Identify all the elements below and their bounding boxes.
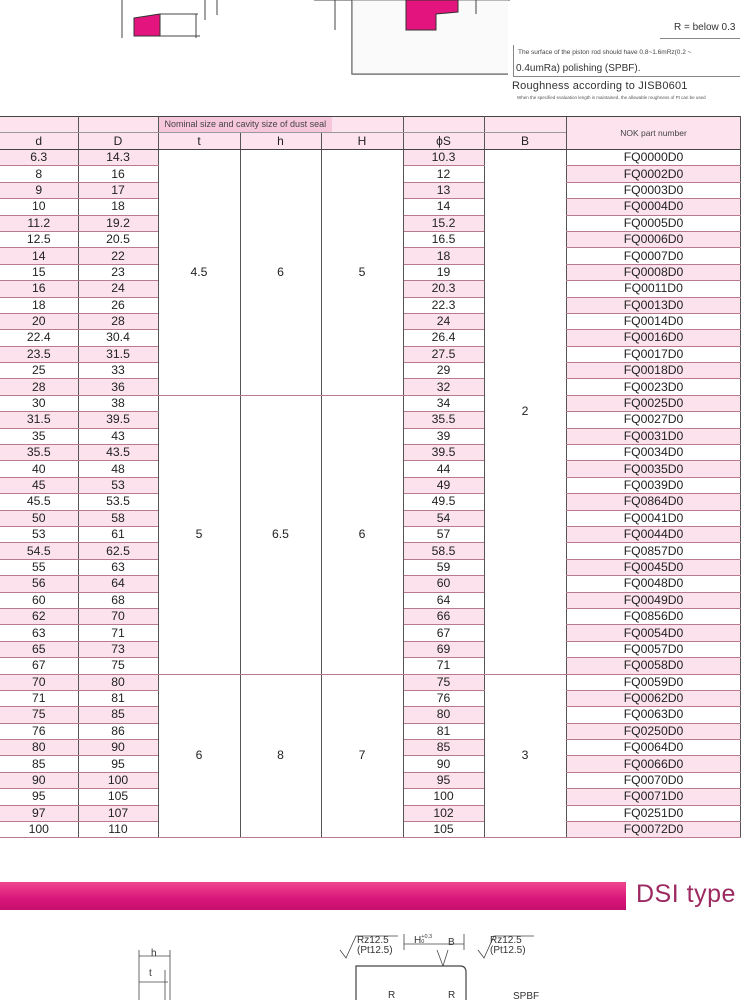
cell-d: 20 (0, 313, 78, 329)
roughness-title: Roughness according to JISB0601 (512, 80, 688, 92)
part-row (567, 789, 741, 805)
cell-d: 18 (0, 297, 78, 313)
cell-D: 85 (78, 707, 158, 723)
cell-part-number: FQ0014D0 (567, 313, 741, 329)
cell-part-number: FQ0054D0 (567, 625, 741, 641)
cell-d: 60 (0, 592, 78, 608)
column-header-row (0, 133, 566, 150)
h-tolerance (414, 935, 432, 946)
cell-d: 75 (0, 707, 78, 723)
cell-part-number: FQ0044D0 (567, 526, 741, 542)
cell-d: 76 (0, 723, 78, 739)
cell-part-number: FQ0004D0 (567, 199, 741, 215)
dim-label-h: h (151, 948, 157, 959)
cell-part-number: FQ0034D0 (567, 445, 741, 461)
table-row (0, 150, 566, 166)
cell-D: 90 (78, 740, 158, 756)
cell-d: 85 (0, 756, 78, 772)
part-row (567, 445, 741, 461)
cell-d: 80 (0, 740, 78, 756)
part-row (567, 559, 741, 575)
cell-h-group: 6 (240, 150, 321, 396)
part-row (567, 264, 741, 280)
part-row (567, 526, 741, 542)
cell-D: 18 (78, 199, 158, 215)
col-header-H: H (321, 133, 403, 150)
cell-S: 39 (403, 428, 484, 444)
part-row (567, 772, 741, 788)
seal-cross-section-drawing (0, 0, 510, 116)
note-leader-line (660, 38, 740, 39)
cell-S: 27.5 (403, 346, 484, 362)
cell-d: 50 (0, 510, 78, 526)
cell-part-number: FQ0251D0 (567, 805, 741, 821)
part-row (567, 477, 741, 493)
cell-d: 35.5 (0, 445, 78, 461)
part-row (567, 412, 741, 428)
cell-D: 58 (78, 510, 158, 526)
cell-d: 14 (0, 248, 78, 264)
cell-d: 45.5 (0, 494, 78, 510)
cell-S: 105 (403, 822, 484, 838)
pt-left: (Pt12.5) (357, 945, 393, 956)
part-row (567, 592, 741, 608)
cell-D: 80 (78, 674, 158, 690)
cell-d: 11.2 (0, 215, 78, 231)
cell-part-number: FQ0013D0 (567, 297, 741, 313)
part-row (567, 248, 741, 264)
part-header-row (567, 117, 741, 150)
cell-D: 28 (78, 313, 158, 329)
part-row (567, 363, 741, 379)
cell-d: 9 (0, 182, 78, 198)
cell-part-number: FQ0048D0 (567, 576, 741, 592)
cell-D: 30.4 (78, 330, 158, 346)
cell-S: 22.3 (403, 297, 484, 313)
cell-S: 66 (403, 608, 484, 624)
cell-B-group: 3 (484, 674, 566, 838)
part-header: NOK part number (567, 117, 741, 150)
cell-S: 57 (403, 526, 484, 542)
cell-D: 48 (78, 461, 158, 477)
dsi-cross-section-drawing (0, 920, 750, 1000)
cell-D: 63 (78, 559, 158, 575)
cell-D: 71 (78, 625, 158, 641)
cell-S: 15.2 (403, 215, 484, 231)
cell-S: 69 (403, 641, 484, 657)
cell-part-number: FQ0039D0 (567, 477, 741, 493)
cell-D: 70 (78, 608, 158, 624)
cell-part-number: FQ0018D0 (567, 363, 741, 379)
part-row (567, 313, 741, 329)
cell-part-number: FQ0023D0 (567, 379, 741, 395)
cell-part-number: FQ0007D0 (567, 248, 741, 264)
cell-D: 20.5 (78, 231, 158, 247)
cell-D: 53 (78, 477, 158, 493)
cell-d: 8 (0, 166, 78, 182)
cell-S: 29 (403, 363, 484, 379)
part-row (567, 330, 741, 346)
cell-D: 68 (78, 592, 158, 608)
part-row (567, 199, 741, 215)
cell-S: 100 (403, 789, 484, 805)
cell-S: 67 (403, 625, 484, 641)
cell-d: 95 (0, 789, 78, 805)
left-seal-profile (122, 0, 217, 38)
cell-B-group: 2 (484, 150, 566, 675)
part-row (567, 428, 741, 444)
cell-part-number: FQ0011D0 (567, 281, 741, 297)
cell-D: 24 (78, 281, 158, 297)
cell-D: 33 (78, 363, 158, 379)
cell-part-number: FQ0062D0 (567, 690, 741, 706)
col-header-S: ϕS (403, 133, 484, 150)
cell-S: 24 (403, 313, 484, 329)
cell-D: 100 (78, 772, 158, 788)
cell-S: 102 (403, 805, 484, 821)
spbf-note-small: The surface of the piston rod should have 0.8~1.6mRz(0.2 ~ (518, 49, 692, 56)
h-tol-sub: 0 (421, 939, 425, 945)
part-row (567, 822, 741, 838)
table-row (0, 674, 566, 690)
cell-S: 26.4 (403, 330, 484, 346)
cell-S: 13 (403, 182, 484, 198)
cell-part-number: FQ0016D0 (567, 330, 741, 346)
part-row (567, 608, 741, 624)
cell-D: 22 (78, 248, 158, 264)
spbf-note-main: 0.4umRa) polishing (SPBF). (516, 63, 641, 74)
cell-d: 63 (0, 625, 78, 641)
roughness-r-note: R = below 0.3 (674, 22, 736, 33)
cell-part-number: FQ0072D0 (567, 822, 741, 838)
cell-H-group: 6 (321, 395, 403, 674)
group-header-row (0, 117, 566, 133)
cell-part-number: FQ0041D0 (567, 510, 741, 526)
cell-S: 49 (403, 477, 484, 493)
cell-D: 107 (78, 805, 158, 821)
col-header-B: B (484, 133, 566, 150)
right-seal-profile (314, 0, 510, 74)
section-title: DSI type (636, 880, 736, 908)
h-tol-label: H (414, 935, 422, 946)
cell-d: 23.5 (0, 346, 78, 362)
part-row (567, 707, 741, 723)
cell-D: 105 (78, 789, 158, 805)
top-drawing-area (0, 0, 750, 116)
cell-D: 39.5 (78, 412, 158, 428)
cell-S: 71 (403, 658, 484, 674)
cell-t-group: 6 (158, 674, 240, 838)
dim-label-t: t (149, 968, 152, 979)
part-row (567, 674, 741, 690)
cell-D: 81 (78, 690, 158, 706)
cell-D: 38 (78, 395, 158, 411)
cell-S: 32 (403, 379, 484, 395)
cell-d: 71 (0, 690, 78, 706)
cell-d: 62 (0, 608, 78, 624)
cell-part-number: FQ0864D0 (567, 494, 741, 510)
col-header-h: h (240, 133, 321, 150)
cell-d: 25 (0, 363, 78, 379)
cell-S: 16.5 (403, 231, 484, 247)
cell-S: 44 (403, 461, 484, 477)
part-row (567, 740, 741, 756)
cell-part-number: FQ0857D0 (567, 543, 741, 559)
part-row (567, 658, 741, 674)
dimension-table (0, 116, 567, 838)
part-row (567, 379, 741, 395)
cell-D: 61 (78, 526, 158, 542)
cell-S: 54 (403, 510, 484, 526)
cell-D: 19.2 (78, 215, 158, 231)
cell-part-number: FQ0059D0 (567, 674, 741, 690)
cell-part-number: FQ0005D0 (567, 215, 741, 231)
cell-D: 43 (78, 428, 158, 444)
label-r-right: R (448, 990, 456, 1001)
cell-d: 30 (0, 395, 78, 411)
cell-H-group: 7 (321, 674, 403, 838)
cell-part-number: FQ0250D0 (567, 723, 741, 739)
cell-part-number: FQ0049D0 (567, 592, 741, 608)
part-row (567, 690, 741, 706)
part-row (567, 494, 741, 510)
cell-D: 86 (78, 723, 158, 739)
cell-D: 23 (78, 264, 158, 280)
part-row (567, 395, 741, 411)
cell-S: 90 (403, 756, 484, 772)
cell-part-number: FQ0058D0 (567, 658, 741, 674)
cell-S: 76 (403, 690, 484, 706)
cell-S: 60 (403, 576, 484, 592)
cell-S: 10.3 (403, 150, 484, 166)
cell-part-number: FQ0057D0 (567, 641, 741, 657)
cell-D: 73 (78, 641, 158, 657)
cell-D: 64 (78, 576, 158, 592)
roughness-left (357, 936, 393, 956)
cell-S: 35.5 (403, 412, 484, 428)
part-row (567, 297, 741, 313)
part-row (567, 756, 741, 772)
cell-part-number: FQ0008D0 (567, 264, 741, 280)
part-row (567, 231, 741, 247)
section-banner-bar (0, 882, 626, 910)
part-row (567, 215, 741, 231)
cell-D: 14.3 (78, 150, 158, 166)
cell-h-group: 6.5 (240, 395, 321, 674)
part-row (567, 461, 741, 477)
cell-part-number: FQ0017D0 (567, 346, 741, 362)
cell-d: 55 (0, 559, 78, 575)
part-row (567, 805, 741, 821)
cell-d: 35 (0, 428, 78, 444)
cell-part-number: FQ0000D0 (567, 150, 741, 166)
cell-S: 49.5 (403, 494, 484, 510)
cell-S: 18 (403, 248, 484, 264)
cell-D: 36 (78, 379, 158, 395)
part-row (567, 150, 741, 166)
cell-part-number: FQ0856D0 (567, 608, 741, 624)
cell-d: 22.4 (0, 330, 78, 346)
cell-D: 53.5 (78, 494, 158, 510)
dim-label-b: B (448, 937, 455, 948)
spbf-label: SPBF (513, 991, 540, 1002)
cell-part-number: FQ0070D0 (567, 772, 741, 788)
col-header-d: d (0, 133, 78, 150)
cell-d: 100 (0, 822, 78, 838)
label-r-left: R (388, 990, 396, 1001)
cell-h-group: 8 (240, 674, 321, 838)
part-number-table (566, 116, 741, 838)
cell-part-number: FQ0025D0 (567, 395, 741, 411)
cell-d: 54.5 (0, 543, 78, 559)
roughness-right (490, 936, 526, 956)
cell-d: 15 (0, 264, 78, 280)
cell-part-number: FQ0006D0 (567, 231, 741, 247)
part-row (567, 723, 741, 739)
cell-d: 90 (0, 772, 78, 788)
cell-part-number: FQ0035D0 (567, 461, 741, 477)
roughness-footnote: When the specified evaluation length is maintained, the allowable roughness of Pt can be used (517, 95, 706, 100)
cell-S: 58.5 (403, 543, 484, 559)
cell-D: 110 (78, 822, 158, 838)
h-tol-sup: +0.3 (421, 934, 433, 940)
part-row (567, 346, 741, 362)
cell-d: 12.5 (0, 231, 78, 247)
cell-d: 67 (0, 658, 78, 674)
cell-S: 39.5 (403, 445, 484, 461)
pt-right: (Pt12.5) (490, 945, 526, 956)
cell-D: 75 (78, 658, 158, 674)
cell-part-number: FQ0064D0 (567, 740, 741, 756)
cell-D: 17 (78, 182, 158, 198)
cell-d: 28 (0, 379, 78, 395)
cell-D: 43.5 (78, 445, 158, 461)
cell-part-number: FQ0063D0 (567, 707, 741, 723)
group-header-label: Nominal size and cavity size of dust seal (159, 117, 333, 132)
cell-S: 34 (403, 395, 484, 411)
cell-D: 62.5 (78, 543, 158, 559)
cell-d: 16 (0, 281, 78, 297)
dsi-drawing-area (0, 920, 750, 1000)
cell-d: 31.5 (0, 412, 78, 428)
cell-part-number: FQ0027D0 (567, 412, 741, 428)
part-row (567, 182, 741, 198)
cell-D: 26 (78, 297, 158, 313)
cell-S: 64 (403, 592, 484, 608)
col-header-t: t (158, 133, 240, 150)
part-row (567, 281, 741, 297)
cell-S: 81 (403, 723, 484, 739)
rz-right: Rz12.5 (490, 935, 522, 946)
cell-d: 56 (0, 576, 78, 592)
cell-S: 20.3 (403, 281, 484, 297)
cell-D: 31.5 (78, 346, 158, 362)
rz-left: Rz12.5 (357, 935, 389, 946)
cell-part-number: FQ0071D0 (567, 789, 741, 805)
cell-d: 40 (0, 461, 78, 477)
cell-S: 95 (403, 772, 484, 788)
cell-d: 6.3 (0, 150, 78, 166)
cell-d: 65 (0, 641, 78, 657)
cell-S: 14 (403, 199, 484, 215)
cell-d: 70 (0, 674, 78, 690)
cell-part-number: FQ0002D0 (567, 166, 741, 182)
cell-part-number: FQ0003D0 (567, 182, 741, 198)
cell-part-number: FQ0045D0 (567, 559, 741, 575)
cell-S: 12 (403, 166, 484, 182)
cell-D: 95 (78, 756, 158, 772)
col-header-D: D (78, 133, 158, 150)
part-row (567, 641, 741, 657)
part-row (567, 166, 741, 182)
cell-d: 53 (0, 526, 78, 542)
table-row (0, 395, 566, 411)
cell-S: 75 (403, 674, 484, 690)
cell-S: 59 (403, 559, 484, 575)
part-row (567, 576, 741, 592)
cell-d: 45 (0, 477, 78, 493)
cell-part-number: FQ0031D0 (567, 428, 741, 444)
cell-d: 10 (0, 199, 78, 215)
cell-d: 97 (0, 805, 78, 821)
cell-S: 85 (403, 740, 484, 756)
cell-S: 19 (403, 264, 484, 280)
cell-D: 16 (78, 166, 158, 182)
cell-t-group: 4.5 (158, 150, 240, 396)
part-row (567, 543, 741, 559)
cell-H-group: 5 (321, 150, 403, 396)
part-row (567, 625, 741, 641)
cell-part-number: FQ0066D0 (567, 756, 741, 772)
cell-S: 80 (403, 707, 484, 723)
cell-t-group: 5 (158, 395, 240, 674)
part-row (567, 510, 741, 526)
